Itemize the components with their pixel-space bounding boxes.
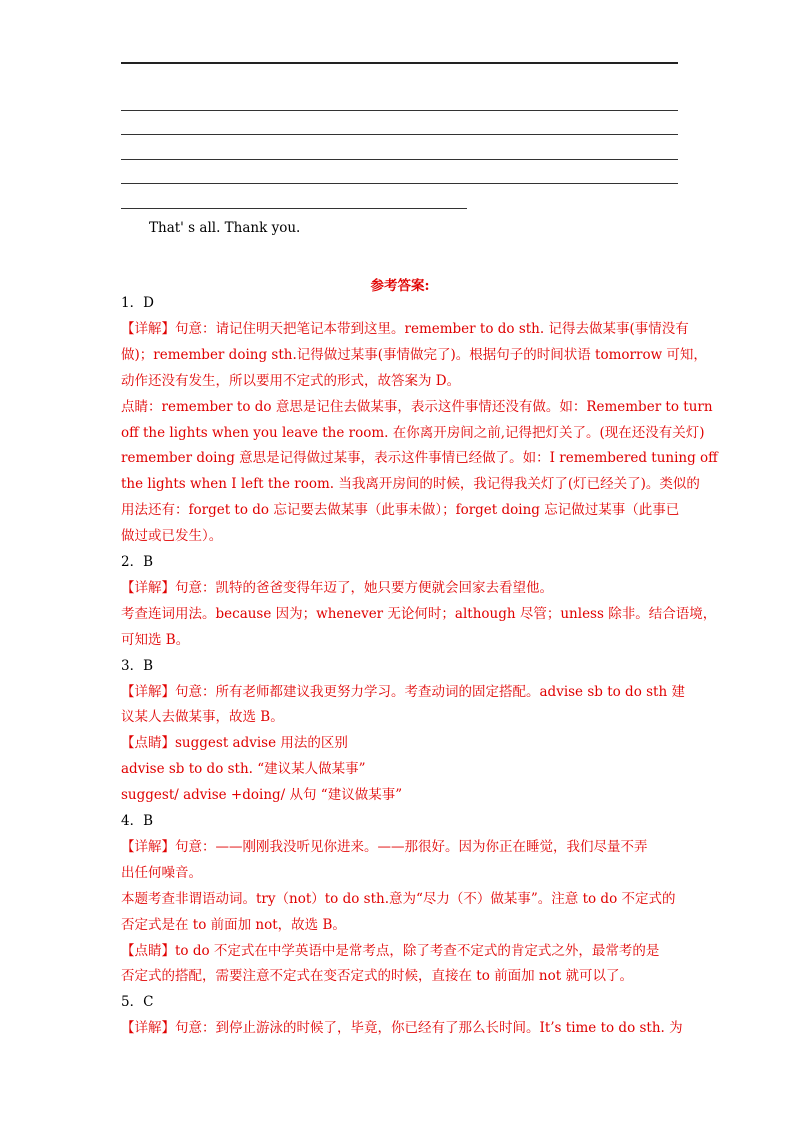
- question-number: 4．B: [121, 813, 154, 829]
- answer-text-line: 出任何噪音。: [121, 864, 202, 881]
- answer-text-line: remember doing 意思是记得做过某事，表示这件事情已经做了。如：I remembered tuning off: [121, 450, 718, 467]
- question-number: 2．B: [121, 554, 154, 570]
- question-number: 5．C: [121, 994, 154, 1011]
- writing-line: [121, 62, 678, 64]
- answer-text-line: 【详解】句意：凯特的爸爸变得年迈了，她只要方便就会回家去看望他。: [121, 579, 553, 596]
- answer-text-line: 可知选 B。: [121, 631, 190, 648]
- answer-text-line: 点睛：remember to do 意思是记住去做某事，表示这件事情还没有做。如：Remember to turn: [121, 398, 713, 415]
- answer-text-line: 【点睛】suggest advise 用法的区别: [121, 735, 348, 752]
- answer-text-line: 用法还有：forget to do 忘记要去做某事（此事未做）；forget doing 忘记做过某事（此事已: [121, 502, 680, 519]
- question-number: 3．B: [121, 657, 154, 674]
- answer-text-line: suggest/ advise +doing/ 从句 “建议做某事”: [121, 787, 403, 804]
- answer-text-line: 做)；remember doing sth.记得做过某事(事情做完了)。根据句子的时间状语 tomorrow 可知，: [121, 346, 707, 363]
- closing-text: That' s all. Thank you.: [149, 220, 301, 236]
- answer-text-line: 【详解】句意：请记住明天把笔记本带到这里。remember to do sth. 记得去做某事(事情没有: [121, 320, 689, 337]
- answer-text-line: 【详解】句意：到停止游泳的时候了，毕竟，你已经有了那么长时间。It’s time to do sth. 为: [121, 1020, 683, 1037]
- answer-text-line: 否定式的搭配，需要注意不定式在变否定式的时候，直接在 to 前面加 not 就可以了。: [121, 968, 633, 985]
- answer-text-line: 否定式是在 to 前面加 not，故选 B。: [121, 916, 346, 933]
- writing-line: [121, 134, 678, 135]
- answer-text-line: 本题考查非谓语动词。try（not）to do sth.意为“尽力（不）做某事”。注意 to do 不定式的: [121, 890, 676, 907]
- question-number: 1．D: [121, 295, 154, 311]
- answer-text-line: off the lights when you leave the room. 在你离开房间之前,记得把灯关了。(现在还没有关灯): [121, 424, 705, 441]
- answer-text-line: 议某人去做某事，故选 B。: [121, 709, 284, 726]
- writing-line: [121, 110, 678, 111]
- writing-line: [121, 208, 467, 209]
- answer-text-line: 【详解】句意：所有老师都建议我更努力学习。考查动词的固定搭配。advise sb to do sth 建: [121, 683, 685, 700]
- answer-text-line: the lights when I left the room. 当我离开房间的时候，我记得我关灯了(灯已经关了)。类似的: [121, 476, 700, 493]
- answer-text-line: 【点睛】to do 不定式在中学英语中是常考点，除了考查不定式的肯定式之外，最常考的是: [121, 942, 660, 959]
- answer-text-line: 做过或已发生）。: [121, 528, 223, 545]
- answer-text-line: 动作还没有发生，所以要用不定式的形式，故答案为 D。: [121, 372, 461, 389]
- answers-title: 参考答案:: [370, 278, 430, 294]
- writing-line: [121, 159, 678, 160]
- answer-text-line: 考查连词用法。because 因为；whenever 无论何时；although 尽管；unless 除非。结合语境，: [121, 605, 717, 622]
- writing-line: [121, 183, 678, 184]
- answer-text-line: advise sb to do sth. “建议某人做某事”: [121, 761, 366, 778]
- answer-text-line: 【详解】句意：——刚刚我没听见你进来。——那很好。因为你正在睡觉，我们尽量不弄: [121, 838, 648, 855]
